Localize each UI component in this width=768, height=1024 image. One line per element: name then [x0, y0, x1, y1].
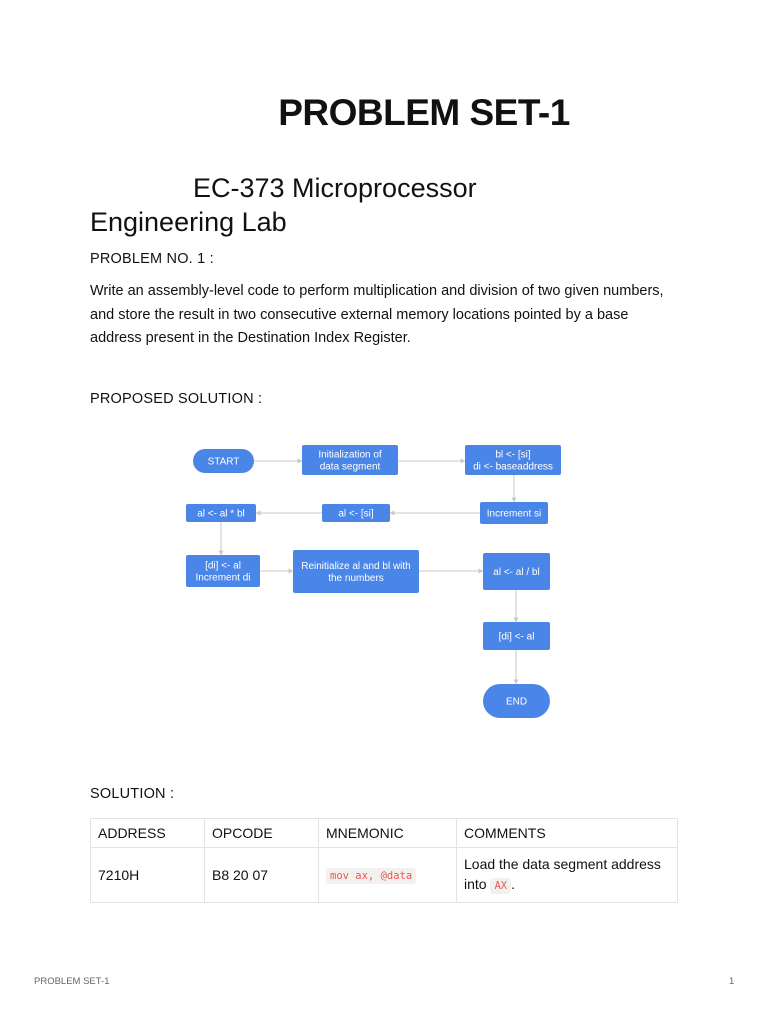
course-title [90, 171, 690, 239]
page-title: PROBLEM SET-1 [278, 92, 570, 133]
flowchart-node-label: Initialization of [318, 449, 382, 461]
comment-period: . [511, 876, 516, 892]
flowchart-node-label: di <- baseaddress [473, 461, 553, 473]
flowchart-node-inc-si [480, 502, 548, 524]
solution-label: SOLUTION : [90, 786, 175, 802]
header-mnemonic: MNEMONIC [319, 819, 457, 848]
comment-text: Load the data segment address into [464, 856, 661, 892]
footer-title: PROBLEM SET-1 [34, 976, 110, 987]
problem-text: Write an assembly-level code to perform multiplication and division of two given numbers, and store the result in two consecutive external memory locations pointed by a base address present in the Destination Index Register. [90, 283, 664, 346]
cell-mnemonic [319, 848, 457, 903]
flowchart-node-reinit [293, 550, 419, 593]
flowchart-node-di-inc [186, 555, 260, 587]
proposed-solution-label: PROPOSED SOLUTION : [90, 391, 263, 407]
flowchart-node-al-si [322, 504, 390, 522]
flowchart-node-label: al <- [si] [338, 508, 374, 520]
course-title-line1: EC-373 Microprocessor [193, 173, 477, 203]
table-row [91, 848, 678, 903]
flowchart-node-start [193, 449, 254, 473]
header-opcode: OPCODE [205, 819, 319, 848]
flowchart-node-label: data segment [319, 461, 381, 473]
flowchart-node-label: [di] <- al [205, 560, 241, 572]
flowchart-node-init [302, 445, 398, 475]
cell-address: 7210H [91, 848, 205, 903]
flowchart-node-label: END [505, 696, 528, 708]
cell-opcode: B8 20 07 [205, 848, 319, 903]
flowchart-node-label: al <- al / bl [493, 567, 540, 578]
flowchart-node-label: START [207, 456, 240, 468]
cell-comment [457, 848, 678, 903]
solution-table [90, 818, 678, 903]
comment-code: AX [490, 878, 511, 894]
flowchart-node-bl-si [465, 445, 561, 475]
flowchart-node-label: bl <- [si] [495, 449, 531, 461]
mnemonic-code: mov ax, @data [326, 868, 416, 884]
table-header-row [91, 819, 678, 848]
header-comments: COMMENTS [457, 819, 678, 848]
flowchart-node-end [483, 684, 550, 718]
flowchart-node-di-al [483, 622, 550, 650]
flowchart [0, 430, 768, 730]
flowchart-node-label: Increment di [195, 572, 251, 584]
flowchart-node-label: al <- al * bl [197, 508, 245, 520]
flowchart-node-label: [di] <- al [498, 631, 535, 643]
flowchart-node-label: Increment si [486, 508, 542, 520]
flowchart-node-label: the numbers [328, 573, 384, 584]
flowchart-node-mul [186, 504, 256, 522]
flowchart-node-label: Reinitialize al and bl with [301, 561, 411, 572]
page-number: 1 [729, 976, 735, 987]
course-title-line2: Engineering Lab [90, 207, 287, 237]
problem-label: PROBLEM NO. 1 : [90, 251, 214, 267]
flowchart-node-div [483, 553, 550, 590]
header-address: ADDRESS [91, 819, 205, 848]
